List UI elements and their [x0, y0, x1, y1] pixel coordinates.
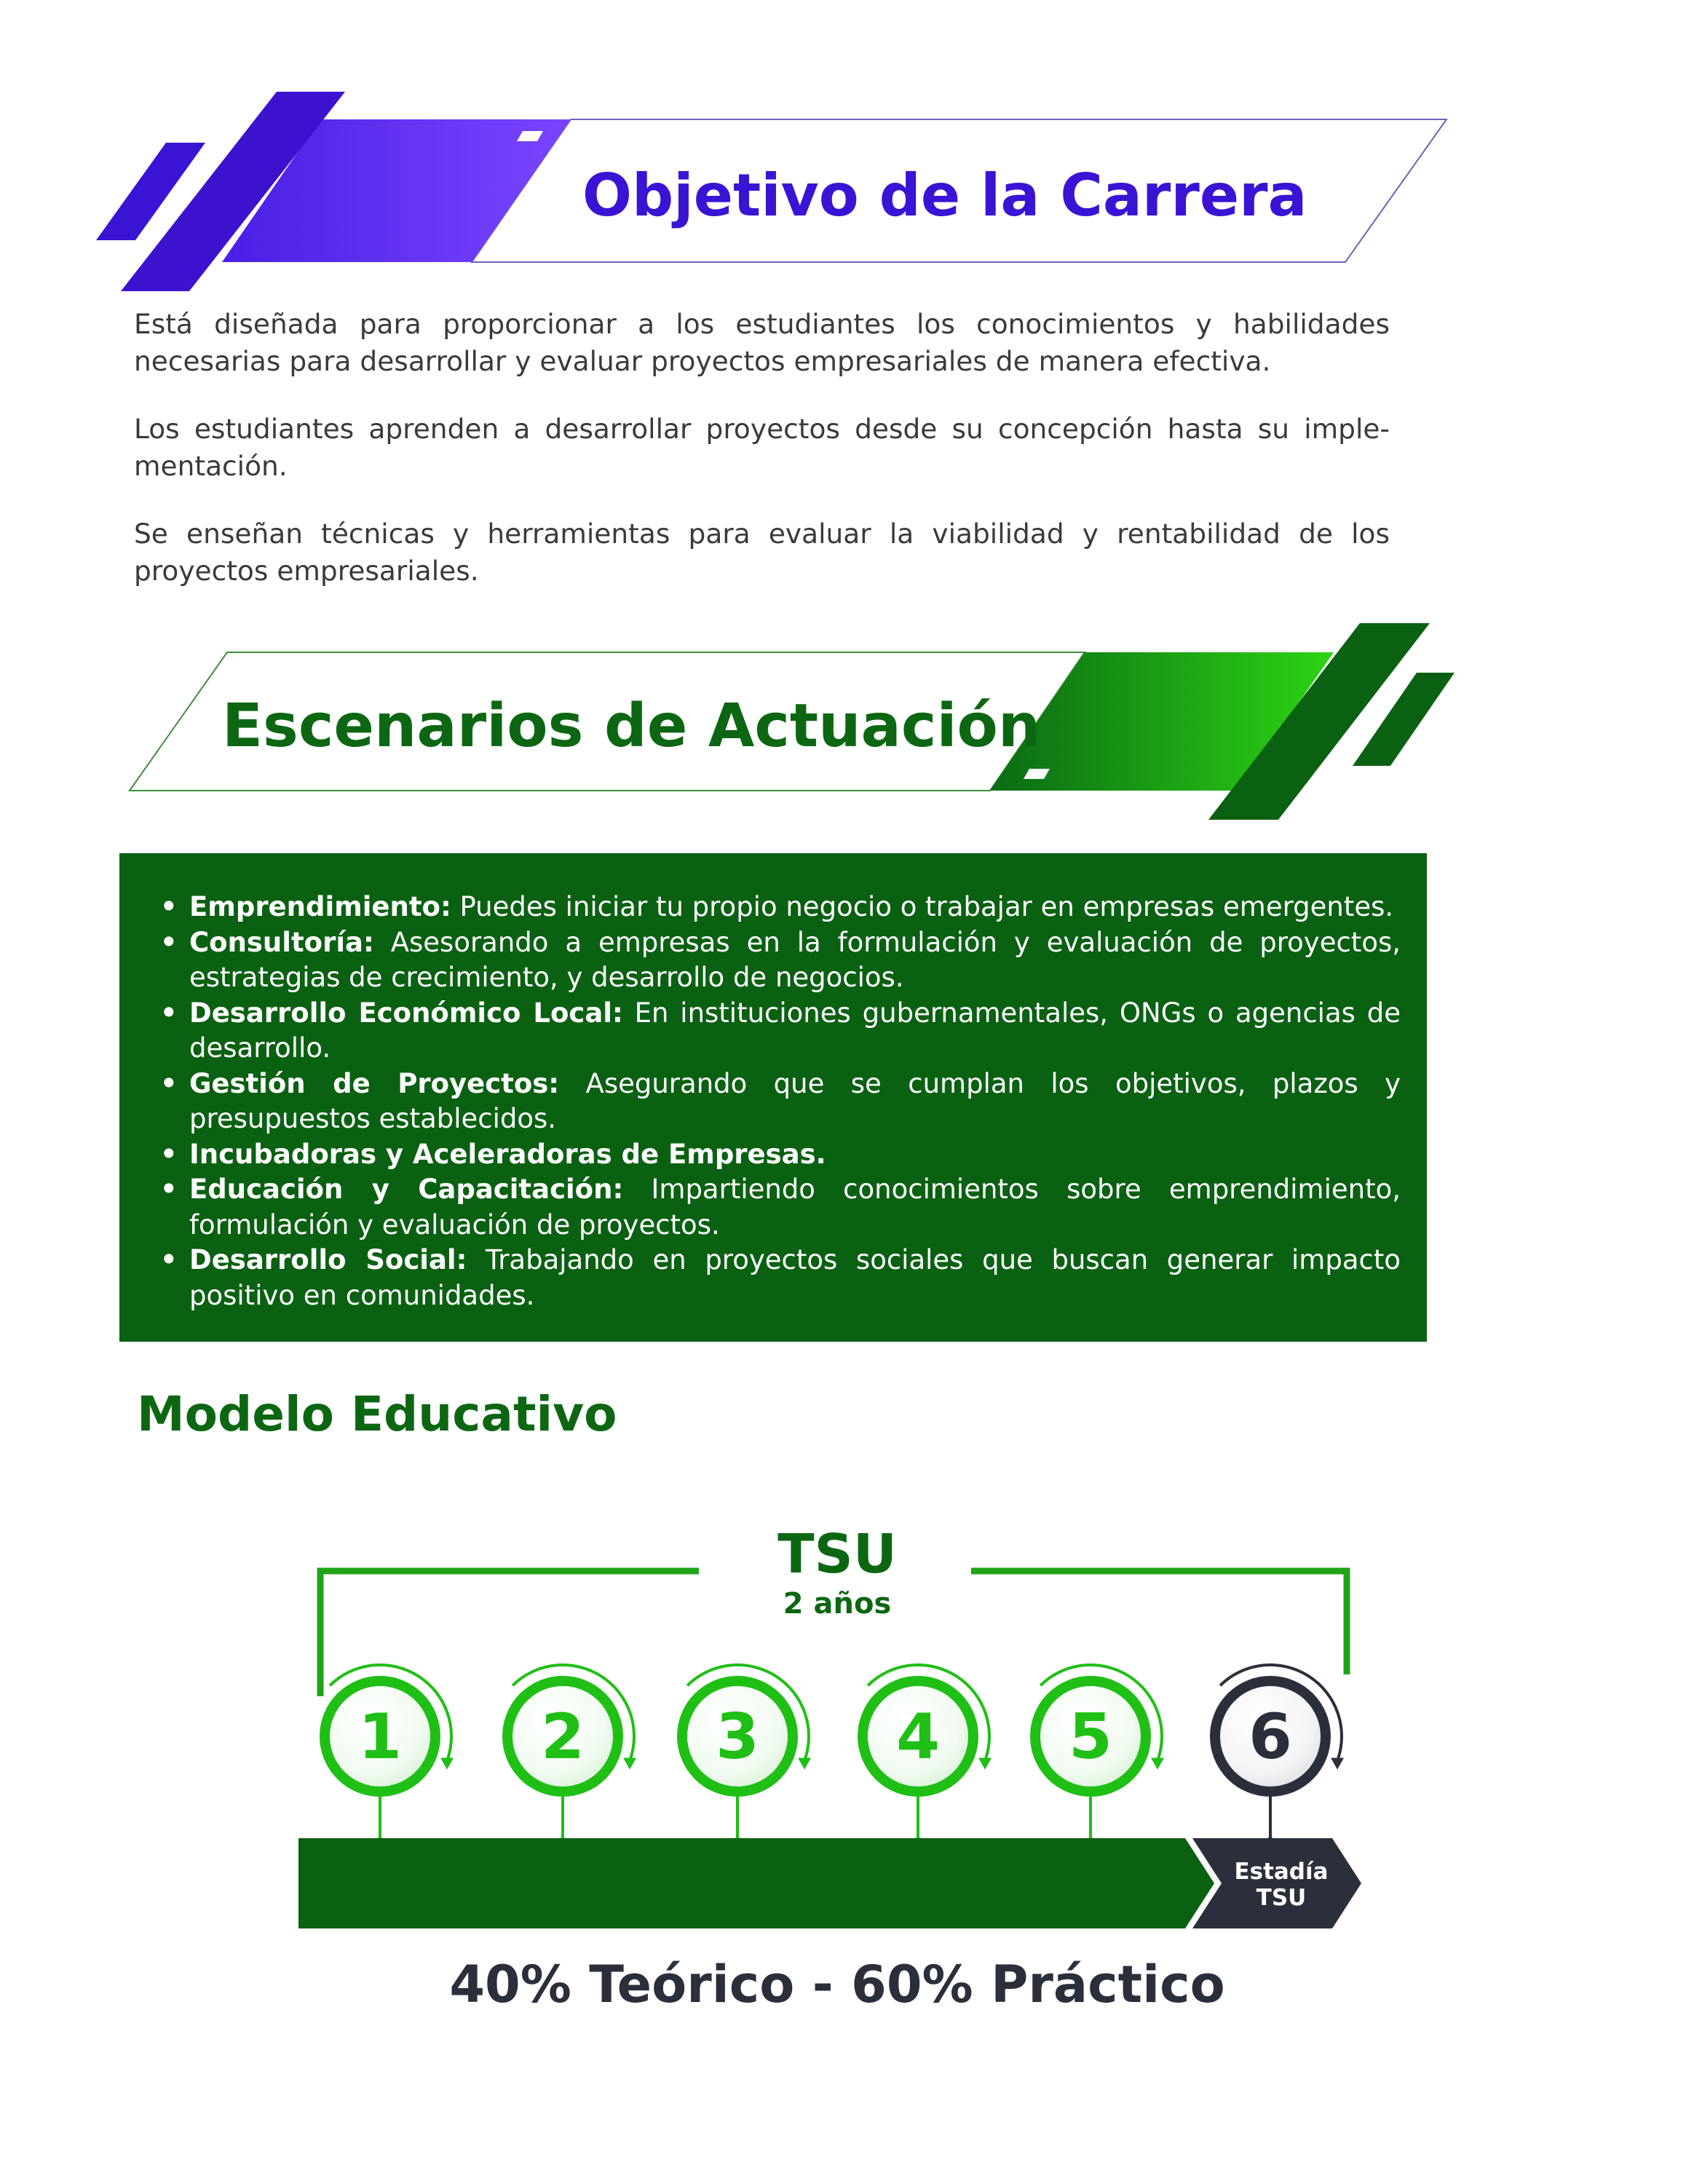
list-item — [156, 1067, 1401, 1137]
step-2 — [507, 1665, 636, 1853]
list-item-desc: Impartiendo conocimientos sobre emprendimiento, formulación y evaluación de proyectos. — [189, 1174, 1401, 1241]
step-4 — [863, 1665, 992, 1853]
theory-practice-ratio: 40% Teórico - 60% Práctico — [449, 1955, 1225, 2014]
step-number: 2 — [541, 1701, 585, 1773]
step-number: 5 — [1069, 1701, 1112, 1773]
list-item — [156, 890, 1401, 925]
stay-label-line2: TSU — [1256, 1885, 1307, 1911]
scenarios-title: Escenarios de Actuación — [222, 692, 1041, 761]
list-item — [156, 925, 1401, 996]
objective-paragraph-1: Está diseñada para proporcionar a los estudiantes los conocimientos y habilidades necesarias para desarrollar y evaluar proyectos empresariales de manera efectiva. — [134, 308, 1390, 377]
step-arrow-icon — [1331, 1758, 1344, 1770]
objective-paragraph-2: Los estudiantes aprenden a desarrollar proyectos desde su concepción hasta su imple-mentación. — [134, 413, 1390, 482]
list-item-desc: En instituciones gubernamentales, ONGs o agencias de desarrollo. — [189, 997, 1401, 1064]
list-item — [156, 1172, 1401, 1243]
stay-label-line1: Estadía — [1234, 1859, 1329, 1885]
step-arrow-icon — [440, 1758, 454, 1770]
list-item-term: Incubadoras y Aceleradoras de Empresas. — [189, 1138, 826, 1170]
program-title: TSU — [777, 1523, 897, 1586]
step-number: 1 — [358, 1701, 402, 1773]
step-5 — [1035, 1665, 1164, 1853]
list-item-term: Desarrollo Social: — [189, 1244, 467, 1275]
list-item-desc: Asegurando que se cumplan los objetivos, plazos y presupuestos establecidos. — [189, 1067, 1401, 1134]
objective-title: Objetivo de la Carrera — [582, 162, 1307, 229]
step-1 — [325, 1665, 454, 1853]
objective-header-banner — [0, 0, 1686, 320]
objective-paragraph-3: Se enseñan técnicas y herramientas para evaluar la viabilidad y rentabilidad de los proyectos empresariales. — [134, 518, 1390, 587]
list-item-desc: Puedes iniciar tu propio negocio o trabajar en empresas emergentes. — [451, 891, 1394, 922]
step-number: 4 — [896, 1701, 940, 1773]
steps-timeline — [0, 1638, 1686, 1871]
list-item — [156, 1243, 1401, 1313]
list-item-term: Desarrollo Económico Local: — [189, 997, 623, 1029]
step-arrow-icon — [978, 1758, 992, 1770]
step-arrow-icon — [623, 1758, 636, 1770]
step-3 — [682, 1665, 811, 1853]
step-number: 3 — [716, 1701, 759, 1773]
scenarios-list-box — [119, 853, 1427, 1342]
step-arrow-icon — [798, 1758, 811, 1770]
list-item-desc: Asesorando a empresas en la formulación y evaluación de proyectos, estrategias de crecimiento, y desarrollo de negocios. — [189, 926, 1401, 993]
list-item — [156, 1137, 1401, 1173]
model-title: Modelo Educativo — [137, 1386, 617, 1442]
list-item-term: Educación y Capacitación: — [189, 1174, 624, 1205]
step-6 — [1215, 1665, 1344, 1853]
program-duration: 2 años — [783, 1587, 892, 1621]
list-item — [156, 996, 1401, 1067]
step-arrow-icon — [1151, 1758, 1164, 1770]
scenarios-list — [156, 890, 1401, 1313]
stay-label — [1208, 1859, 1354, 1911]
progress-bar — [0, 1838, 1686, 1947]
theory-practice-bar — [298, 1838, 1214, 1928]
list-item-term: Consultoría: — [189, 926, 374, 958]
list-item-term: Emprendimiento: — [189, 891, 451, 922]
list-item-term: Gestión de Proyectos: — [189, 1067, 560, 1099]
step-number: 6 — [1248, 1701, 1292, 1773]
list-item-desc: Trabajando en proyectos sociales que buscan generar impacto positivo en comunidades. — [189, 1244, 1401, 1311]
